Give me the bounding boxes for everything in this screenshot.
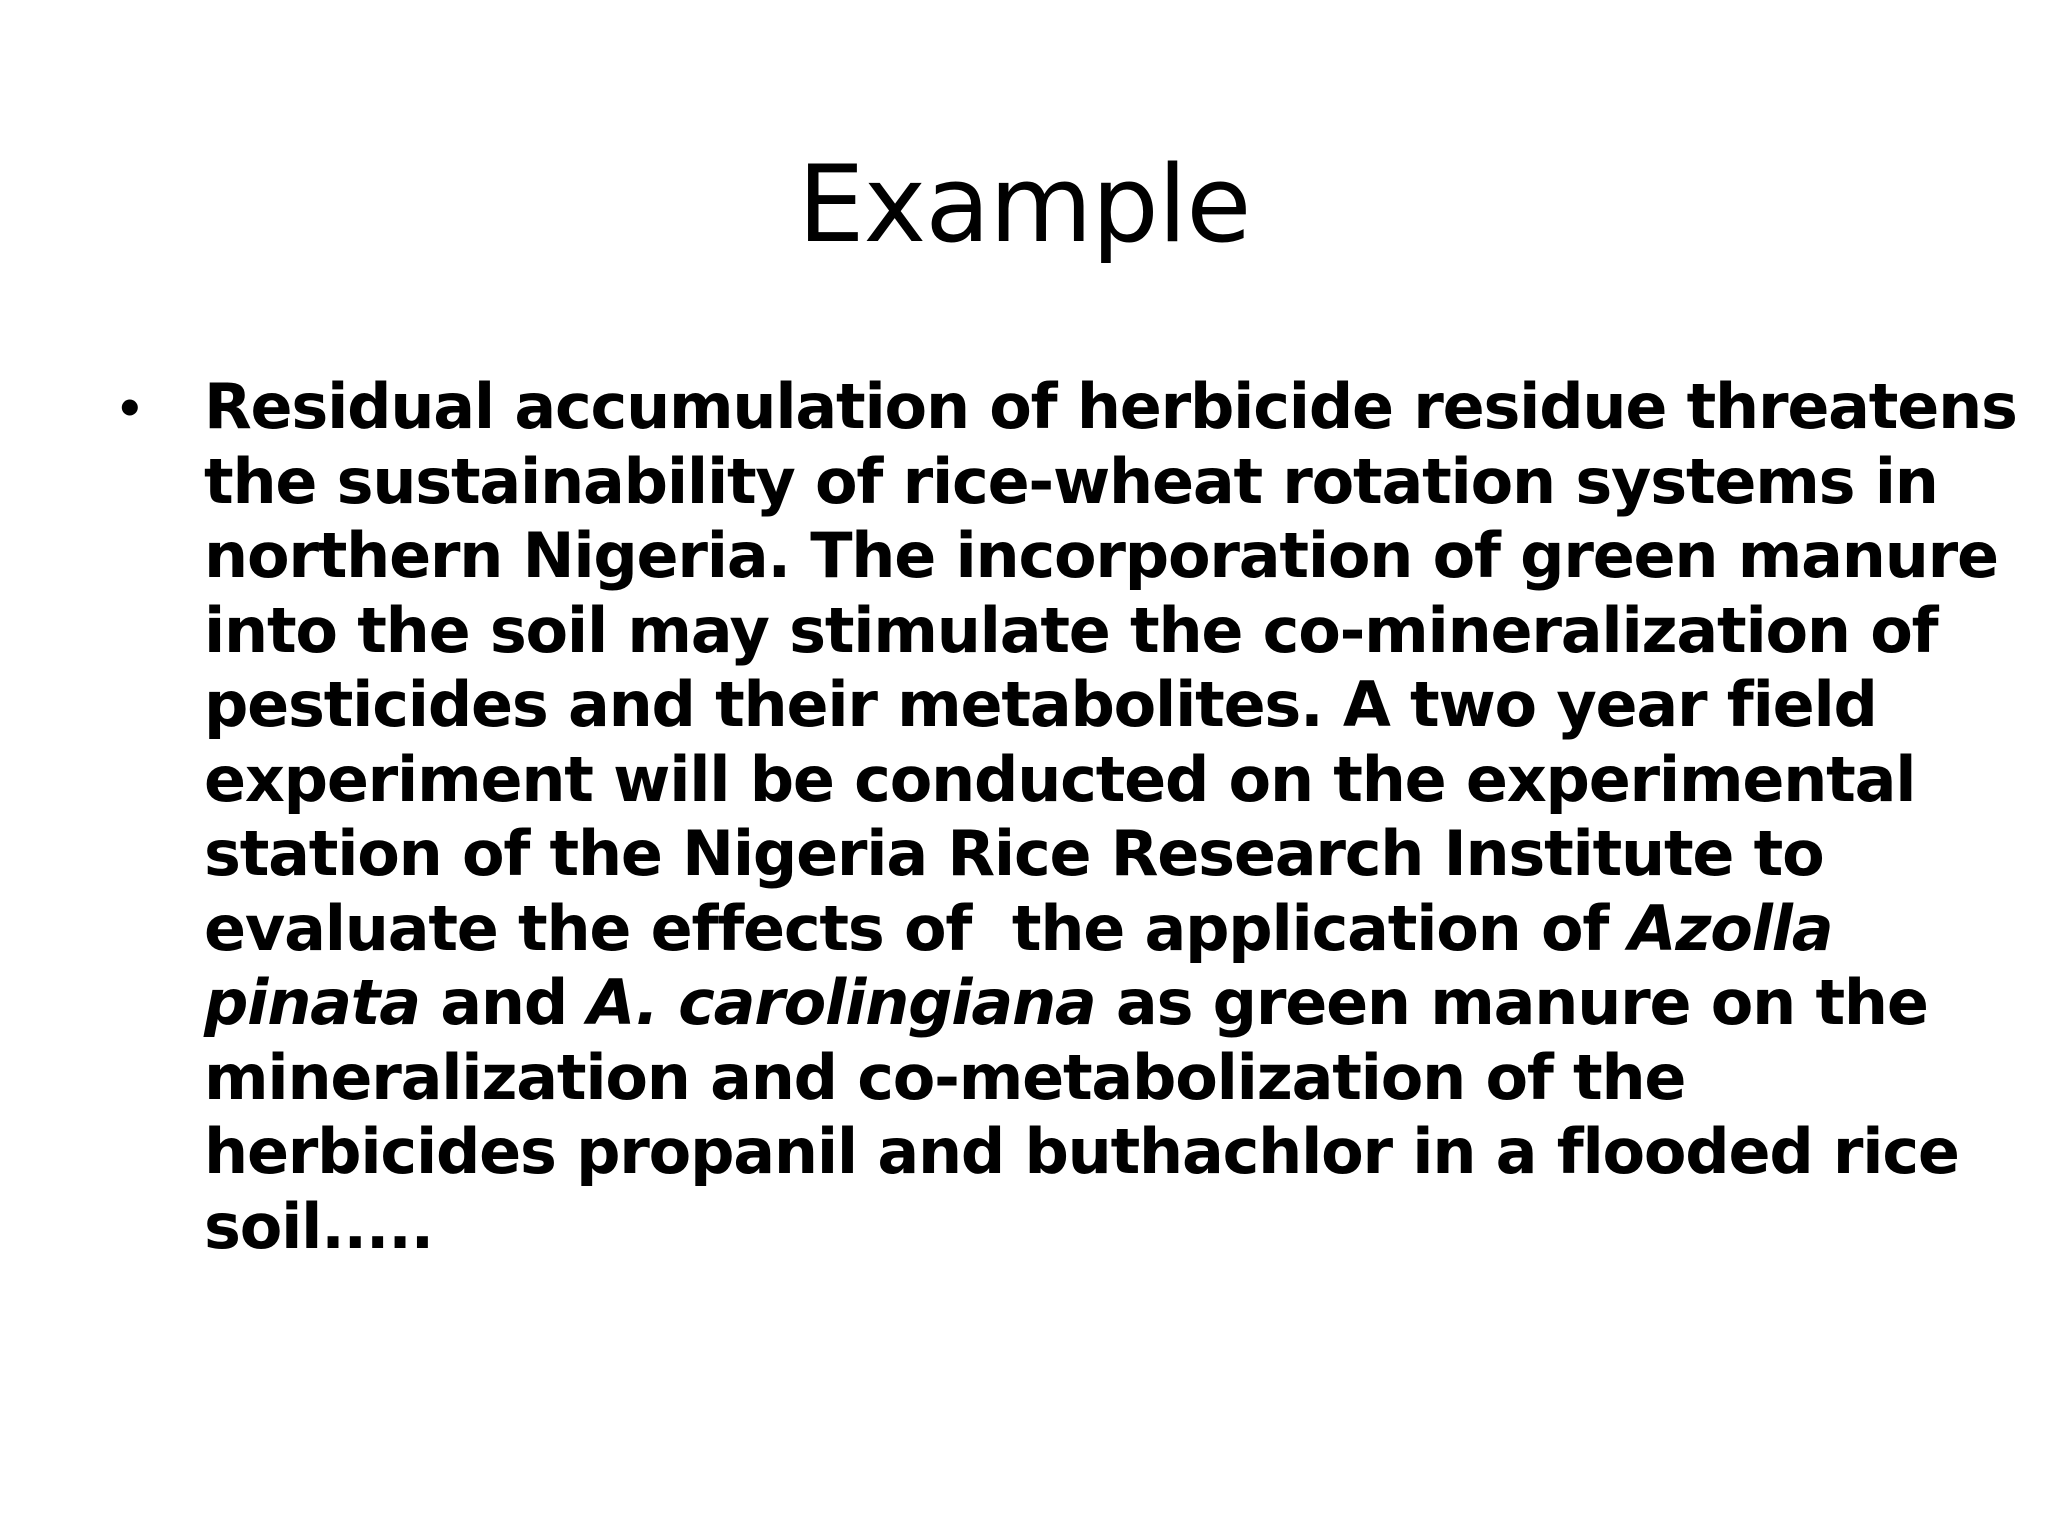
paragraph-line: pesticides and their metabolites. A two year field [204,668,1877,741]
paragraph-line: evaluate the effects of the application of Azolla [204,891,1833,965]
paragraph-line: the sustainability of rice-wheat rotation systems in [204,444,1938,518]
paragraph-line: northern Nigeria. The incorporation of green manure [204,519,1998,592]
species-name-azolla: Azolla [1628,891,1833,965]
paragraph-line: experiment will be conducted on the experimental [204,742,1916,816]
species-name-carolingiana: A. carolingiana [587,966,1096,1039]
paragraph-line: station of the Nigeria Rice Research Institute to [204,817,1824,890]
paragraph-line: herbicides propanil and buthachlor in a flooded rice [204,1115,1959,1188]
paragraph-line: soil..... [204,1189,433,1263]
slide-title: Example [797,143,1251,266]
bullet-paragraph [204,370,2044,1264]
species-name-pinata: pinata [204,966,420,1039]
paragraph-line: mineralization and co-metabolization of the [204,1040,1686,1114]
bullet-icon: • [120,375,140,438]
paragraph-line: Residual accumulation of herbicide residue threatens [204,370,2017,443]
paragraph-line: pinata and A. carolingiana as green manure on the [204,966,1928,1039]
paragraph-line: into the soil may stimulate the co-mineralization of [204,593,1938,667]
